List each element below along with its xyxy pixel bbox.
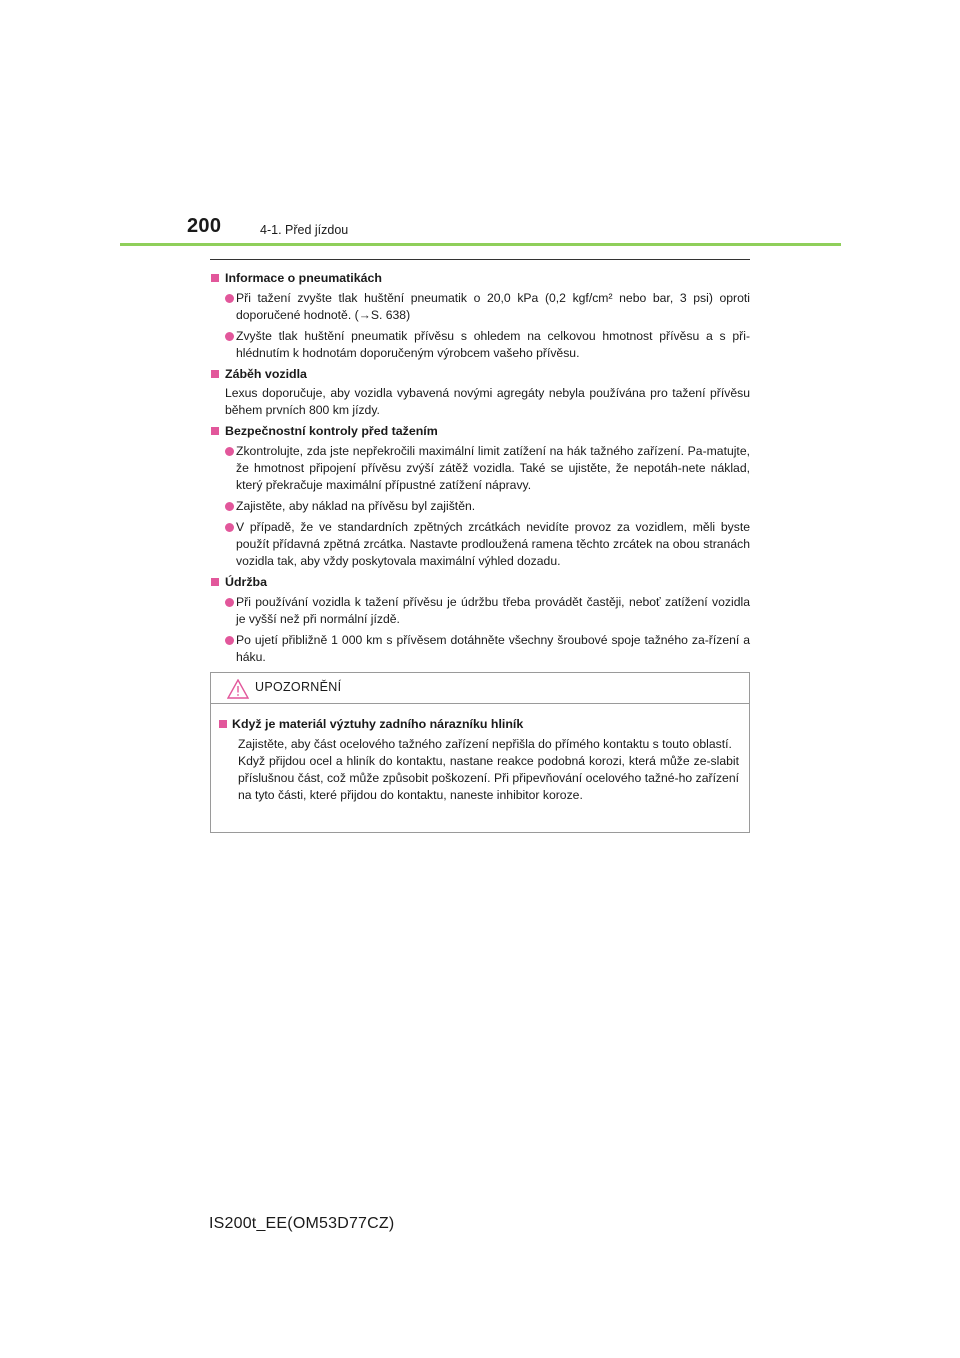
section-tire-info	[210, 270, 750, 362]
square-bullet-icon	[219, 720, 227, 728]
round-bullet-icon	[225, 447, 234, 456]
warning-paragraph: Zajistěte, aby část ocelového tažného zařízení nepřišla do přímého kontaktu s touto oblastí.	[238, 737, 732, 751]
warning-heading-text: Když je materiál výztuhy zadního nárazníku hliník	[232, 717, 524, 731]
section-heading-text: Záběh vozidla	[225, 367, 307, 381]
list-item-text: Zajistěte, aby náklad na přívěsu byl zajištěn.	[236, 499, 476, 513]
section-heading	[210, 423, 750, 440]
round-bullet-icon	[225, 523, 234, 532]
section-heading	[210, 574, 750, 591]
list-item	[210, 594, 750, 628]
header-rule	[120, 243, 841, 246]
warning-header	[211, 673, 749, 704]
list-item-text: Po ujetí přibližně 1 000 km s přívěsem dotáhněte všechny šroubové spoje tažného za-řízení a háku.	[236, 633, 750, 664]
warning-box	[210, 672, 750, 833]
list-item	[210, 443, 750, 494]
list-item-text: V případě, že ve standardních zpětných zrcátkách nevidíte provoz za vozidlem, měli byste použít přídavná zpětná zrcátka. Nastavte prodloužená ramena těchto zrcátek na obou stranách vozidla tak, aby vždy poskytovala maximální výhled dozadu.	[236, 520, 750, 568]
round-bullet-icon	[225, 502, 234, 511]
section-heading-text: Údržba	[225, 575, 267, 589]
list-item	[210, 290, 750, 324]
section-title: 4-1. Před jízdou	[260, 223, 349, 237]
warning-label: UPOZORNĚNÍ	[255, 680, 342, 694]
section-heading	[210, 270, 750, 287]
square-bullet-icon	[211, 578, 219, 586]
round-bullet-icon	[225, 598, 234, 607]
round-bullet-icon	[225, 636, 234, 645]
list-item-text: Při tažení zvyšte tlak huštění pneumatik o 20,0 kPa (0,2 kgf/cm² nebo bar, 3 psi) oproti doporučené hodnotě. (→S. 638)	[236, 291, 750, 322]
list-item	[210, 519, 750, 570]
round-bullet-icon	[225, 294, 234, 303]
section-safety-checks	[210, 423, 750, 570]
content-rule	[210, 259, 750, 260]
list-item-text: Zvyšte tlak huštění pneumatik přívěsu s ohledem na celkovou hmotnost přívěsu a s při-hlédnutím k hodnotám doporučeným výrobcem vašeho přívěsu.	[236, 329, 750, 360]
list-item-text: Zkontrolujte, zda jste nepřekročili maximální limit zatížení na hák tažného zařízení. Pa-matujte, že hmotnost připojení přívěsu zvýší zátěž vozidla. Také se ujistěte, že nepotáh-nete náklad, který překračuje maximální přípustné zatížení nápravy.	[236, 444, 750, 492]
warning-heading	[219, 716, 739, 733]
section-heading	[210, 366, 750, 383]
warning-body	[211, 704, 749, 804]
section-heading-text: Informace o pneumatikách	[225, 271, 382, 285]
square-bullet-icon	[211, 427, 219, 435]
section-heading-text: Bezpečnostní kontroly před tažením	[225, 424, 438, 438]
section-break-in	[210, 366, 750, 419]
square-bullet-icon	[211, 370, 219, 378]
list-item	[210, 632, 750, 666]
round-bullet-icon	[225, 332, 234, 341]
warning-paragraph: Když přijdou ocel a hliník do kontaktu, nastane reakce podobná korozi, která může ze-slabit příslušnou část, což může způsobit poškození. Při připevňování ocelového tažné-ho zařízení na tyto části, které přijdou do kontaktu, naneste inhibitor koroze.	[238, 754, 739, 802]
square-bullet-icon	[211, 274, 219, 282]
section-paragraph: Lexus doporučuje, aby vozidla vybavená novými agregáty nebyla používána pro tažení přívěsu během prvních 800 km jízdy.	[225, 386, 750, 417]
warning-triangle-icon	[227, 679, 249, 699]
page-number: 200	[187, 215, 222, 237]
document-code: IS200t_EE(OM53D77CZ)	[209, 1215, 395, 1232]
list-item	[210, 328, 750, 362]
section-maintenance	[210, 574, 750, 666]
list-item-text: Při používání vozidla k tažení přívěsu je údržbu třeba provádět častěji, neboť zatížení vozidla je vyšší než při normální jízdě.	[236, 595, 750, 626]
list-item	[210, 498, 750, 515]
page-content	[210, 268, 750, 670]
